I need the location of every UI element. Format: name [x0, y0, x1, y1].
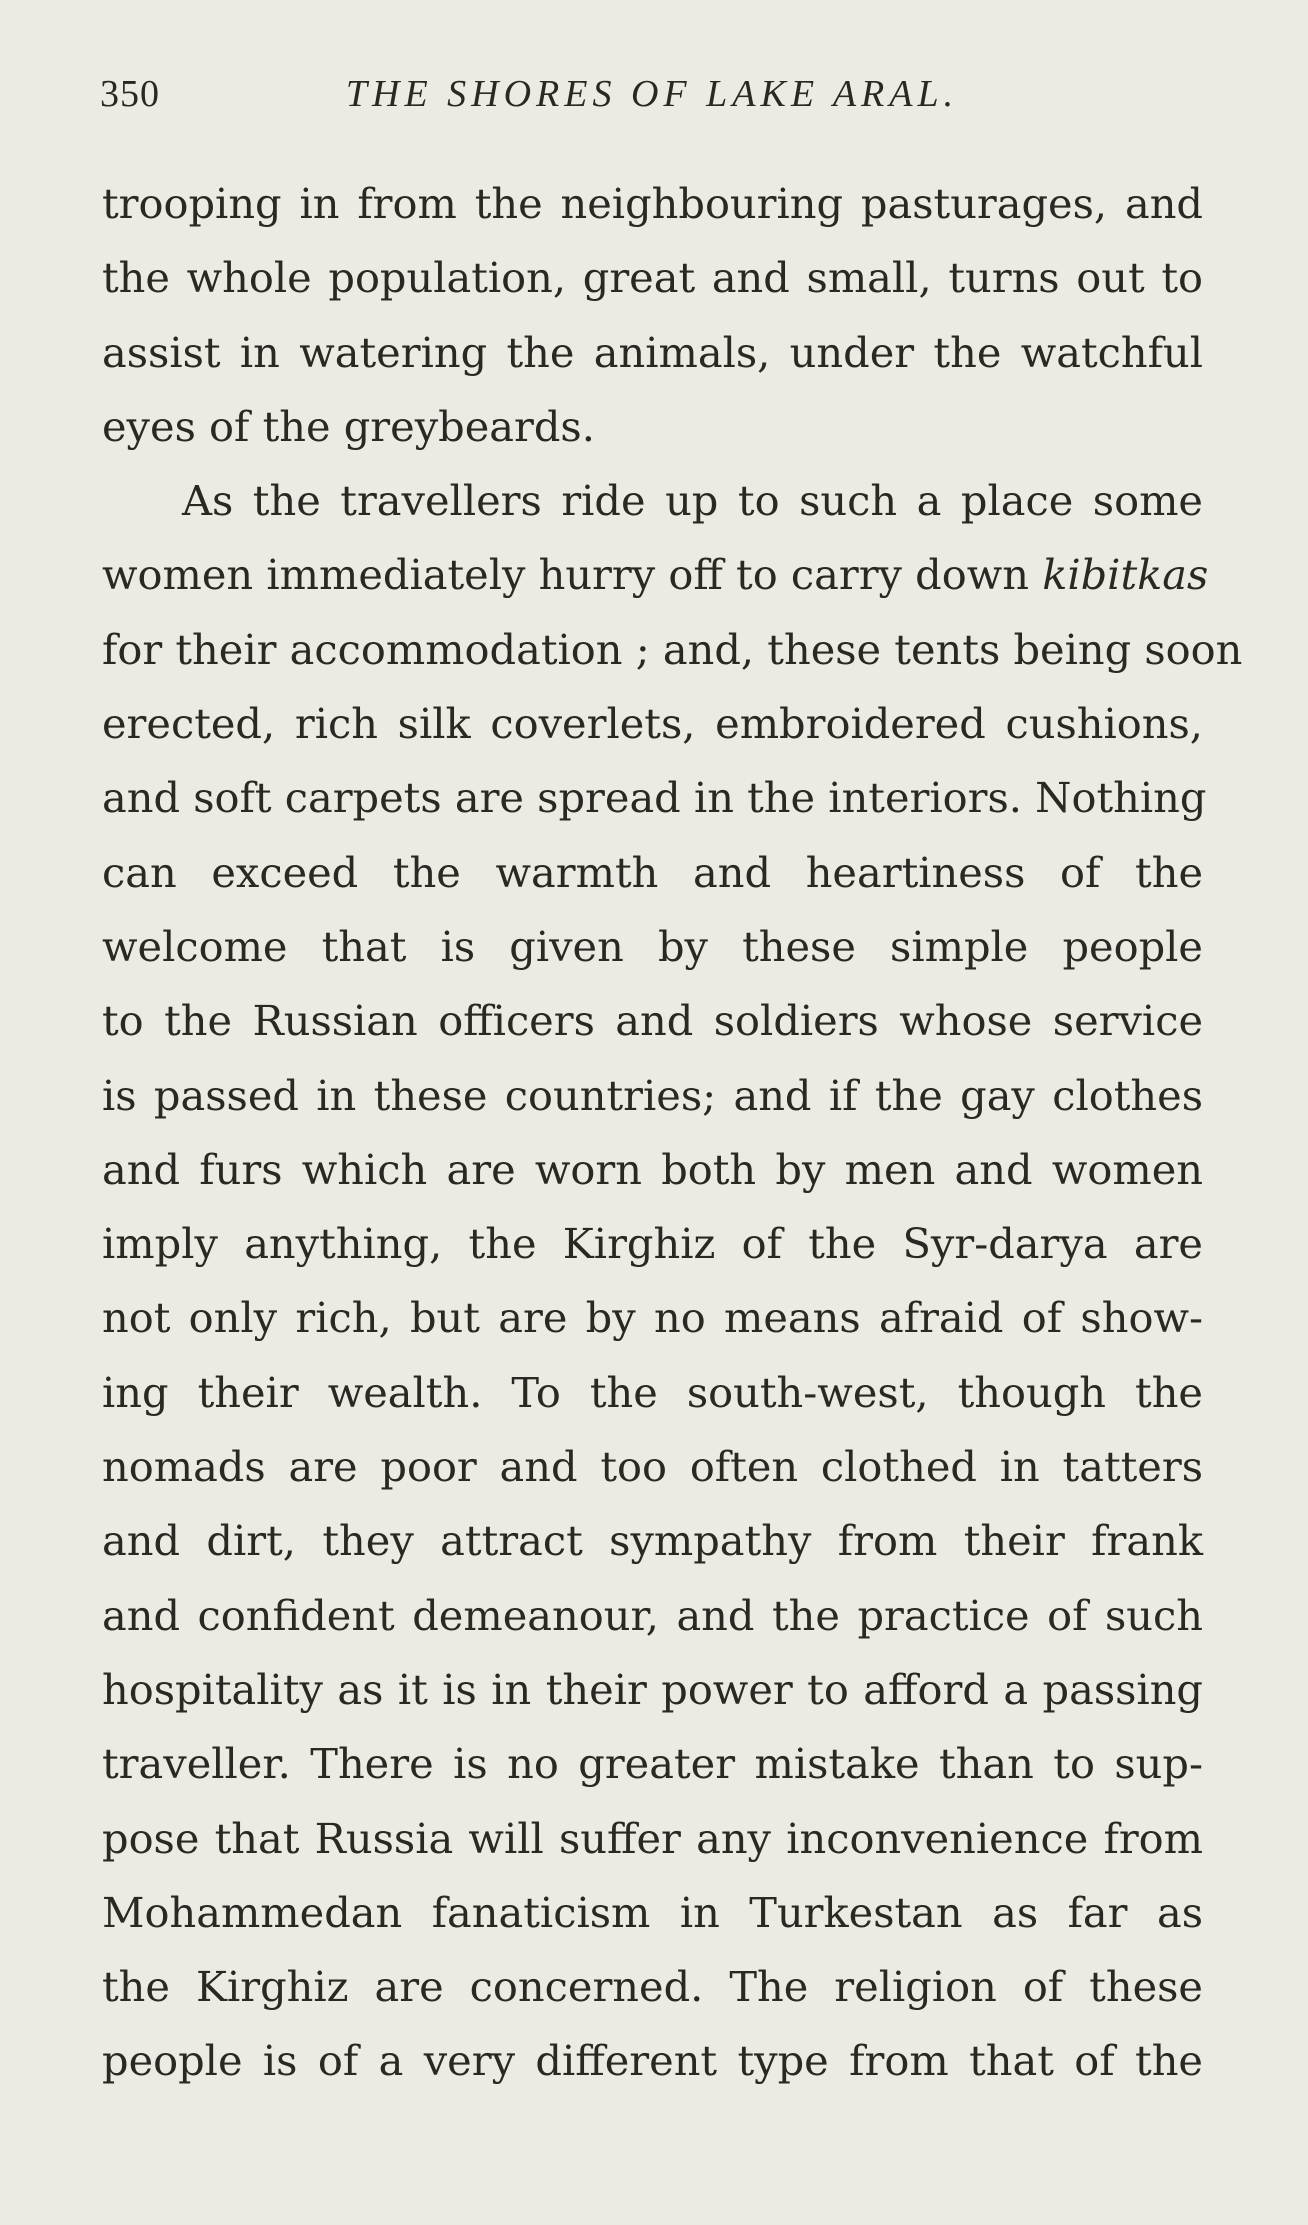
text-line: can exceed the warmth and heartiness of the: [102, 847, 1203, 897]
text-line: hospitality as it is in their power to afford a passing: [102, 1664, 1203, 1714]
text-line: welcome that is given by these simple people: [102, 921, 1203, 971]
text-line-with-italic: [102, 538, 1209, 612]
text-line: to the Russian officers and soldiers whose service: [102, 996, 1203, 1046]
text-line: eyes of the greybeards.: [102, 401, 595, 451]
text-span: women immediately hurry off to carry down: [102, 550, 1029, 600]
text-line: traveller. There is no greater mistake than to sup-: [102, 1739, 1203, 1789]
running-head: [100, 72, 1204, 122]
body-text: [102, 167, 1243, 2099]
text-line: the Kirghiz are concerned. The religion of these: [102, 1962, 1203, 2012]
text-line: trooping in from the neighbouring pasturages, and: [102, 179, 1203, 228]
italic-term-kibitkas: kibitkas: [1042, 550, 1209, 600]
page-number: 350: [100, 73, 160, 115]
text-line: and confident demeanour, and the practice of such: [102, 1590, 1203, 1640]
text-line: Mohammedan fanaticism in Turkestan as far as: [102, 1887, 1203, 1937]
text-line: people is of a very different type from that of the: [102, 2036, 1203, 2086]
text-line: and dirt, they attract sympathy from their frank: [102, 1516, 1203, 1566]
text-line: and soft carpets are spread in the interiors. Nothing: [102, 773, 1207, 823]
text-line: is passed in these countries; and if the gay clothes: [102, 1070, 1203, 1120]
text-line: As the travellers ride up to such a place some: [182, 476, 1203, 526]
text-line: pose that Russia will suffer any inconvenience from: [102, 1813, 1203, 1863]
text-line: erected, rich silk coverlets, embroidered cushions,: [102, 699, 1203, 749]
running-title: THE SHORES OF LAKE ARAL.: [345, 73, 959, 115]
text-line: assist in watering the animals, under the watchful: [102, 327, 1203, 377]
text-line: for their accommodation ; and, these tents being soon: [102, 624, 1243, 674]
text-line: the whole population, great and small, turns out to: [102, 253, 1203, 303]
text-line: ing their wealth. To the south-west, though the: [102, 1367, 1203, 1417]
text-line: nomads are poor and too often clothed in tatters: [102, 1442, 1203, 1492]
text-line: not only rich, but are by no means afraid of show-: [102, 1293, 1203, 1343]
text-line: imply anything, the Kirghiz of the Syr-darya are: [102, 1219, 1203, 1269]
text-line: and furs which are worn both by men and women: [102, 1144, 1203, 1194]
